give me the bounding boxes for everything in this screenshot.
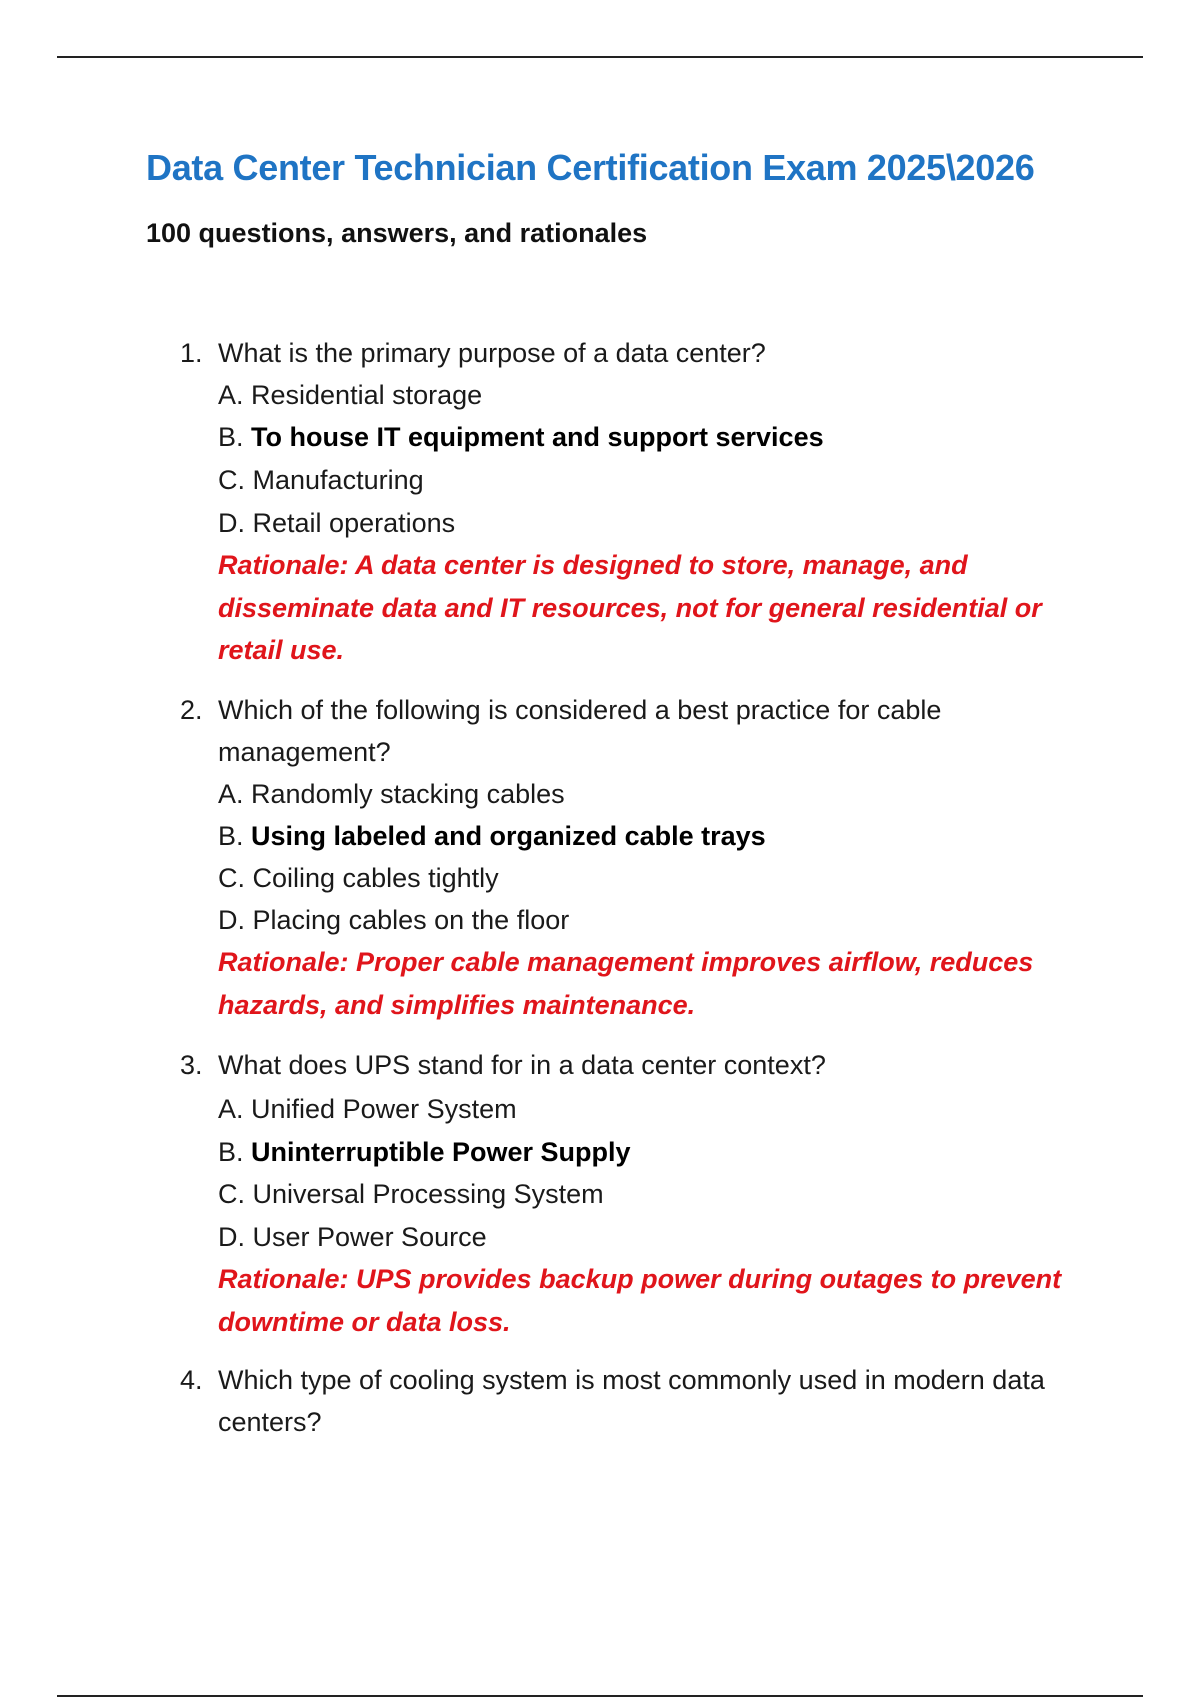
- option-b-correct: [218, 416, 824, 458]
- document-subtitle: 100 questions, answers, and rationales: [146, 218, 648, 248]
- question-text: What is the primary purpose of a data center?: [218, 338, 766, 368]
- option-text: Retail operations: [252, 508, 456, 538]
- option-c: [218, 857, 499, 899]
- option-a: [218, 773, 565, 815]
- correct-answer-text: Using labeled and organized cable trays: [251, 821, 766, 851]
- option-c: [218, 1173, 604, 1215]
- option-b-correct: [218, 815, 766, 857]
- option-text: Placing cables on the floor: [252, 905, 570, 935]
- correct-answer-text: Uninterruptible Power Supply: [251, 1137, 631, 1167]
- correct-answer-text: To house IT equipment and support services: [251, 422, 824, 452]
- option-prefix: D.: [218, 1222, 253, 1252]
- option-text: Randomly stacking cables: [251, 779, 565, 809]
- option-prefix: C.: [218, 465, 253, 495]
- question-text: Which of the following is considered a best practice for cable management?: [218, 695, 942, 767]
- option-a: [218, 1088, 517, 1130]
- rationale: Rationale: UPS provides backup power during outages to prevent downtime or data loss.: [218, 1264, 1062, 1337]
- option-a: [218, 374, 482, 416]
- option-prefix: D.: [218, 905, 253, 935]
- option-text: Residential storage: [251, 380, 483, 410]
- option-d: [218, 502, 455, 544]
- question-number: 2.: [180, 695, 203, 725]
- question-number: 3.: [180, 1050, 203, 1080]
- option-prefix: A.: [218, 1094, 252, 1124]
- option-text: User Power Source: [252, 1222, 487, 1252]
- rationale: Rationale: A data center is designed to store, manage, and disseminate data and IT resources, not for general residential or retail use.: [218, 550, 1042, 665]
- footer-rule: [57, 1695, 1143, 1697]
- question-text: Which type of cooling system is most commonly used in modern data centers?: [218, 1365, 1045, 1437]
- question-number: 1.: [180, 338, 203, 368]
- option-text: Universal Processing System: [252, 1179, 604, 1209]
- rationale: Rationale: Proper cable management improves airflow, reduces hazards, and simplifies maintenance.: [218, 947, 1034, 1020]
- option-text: Unified Power System: [251, 1094, 517, 1124]
- option-d: [218, 1216, 487, 1258]
- option-prefix: D.: [218, 508, 253, 538]
- option-b-correct: [218, 1131, 631, 1173]
- option-text: Coiling cables tightly: [252, 863, 499, 893]
- option-c: [218, 459, 424, 501]
- option-prefix: C.: [218, 1179, 253, 1209]
- option-prefix: A.: [218, 779, 252, 809]
- option-prefix: B.: [218, 1137, 252, 1167]
- option-prefix: C.: [218, 863, 253, 893]
- option-prefix: B.: [218, 422, 252, 452]
- option-prefix: A.: [218, 380, 252, 410]
- question-number: 4.: [180, 1365, 203, 1395]
- header-rule: [57, 56, 1143, 58]
- option-d: [218, 899, 569, 941]
- question-text: What does UPS stand for in a data center context?: [218, 1050, 826, 1080]
- document-title: Data Center Technician Certification Exam 2025\2026: [146, 147, 1035, 188]
- option-text: Manufacturing: [252, 465, 424, 495]
- option-prefix: B.: [218, 821, 252, 851]
